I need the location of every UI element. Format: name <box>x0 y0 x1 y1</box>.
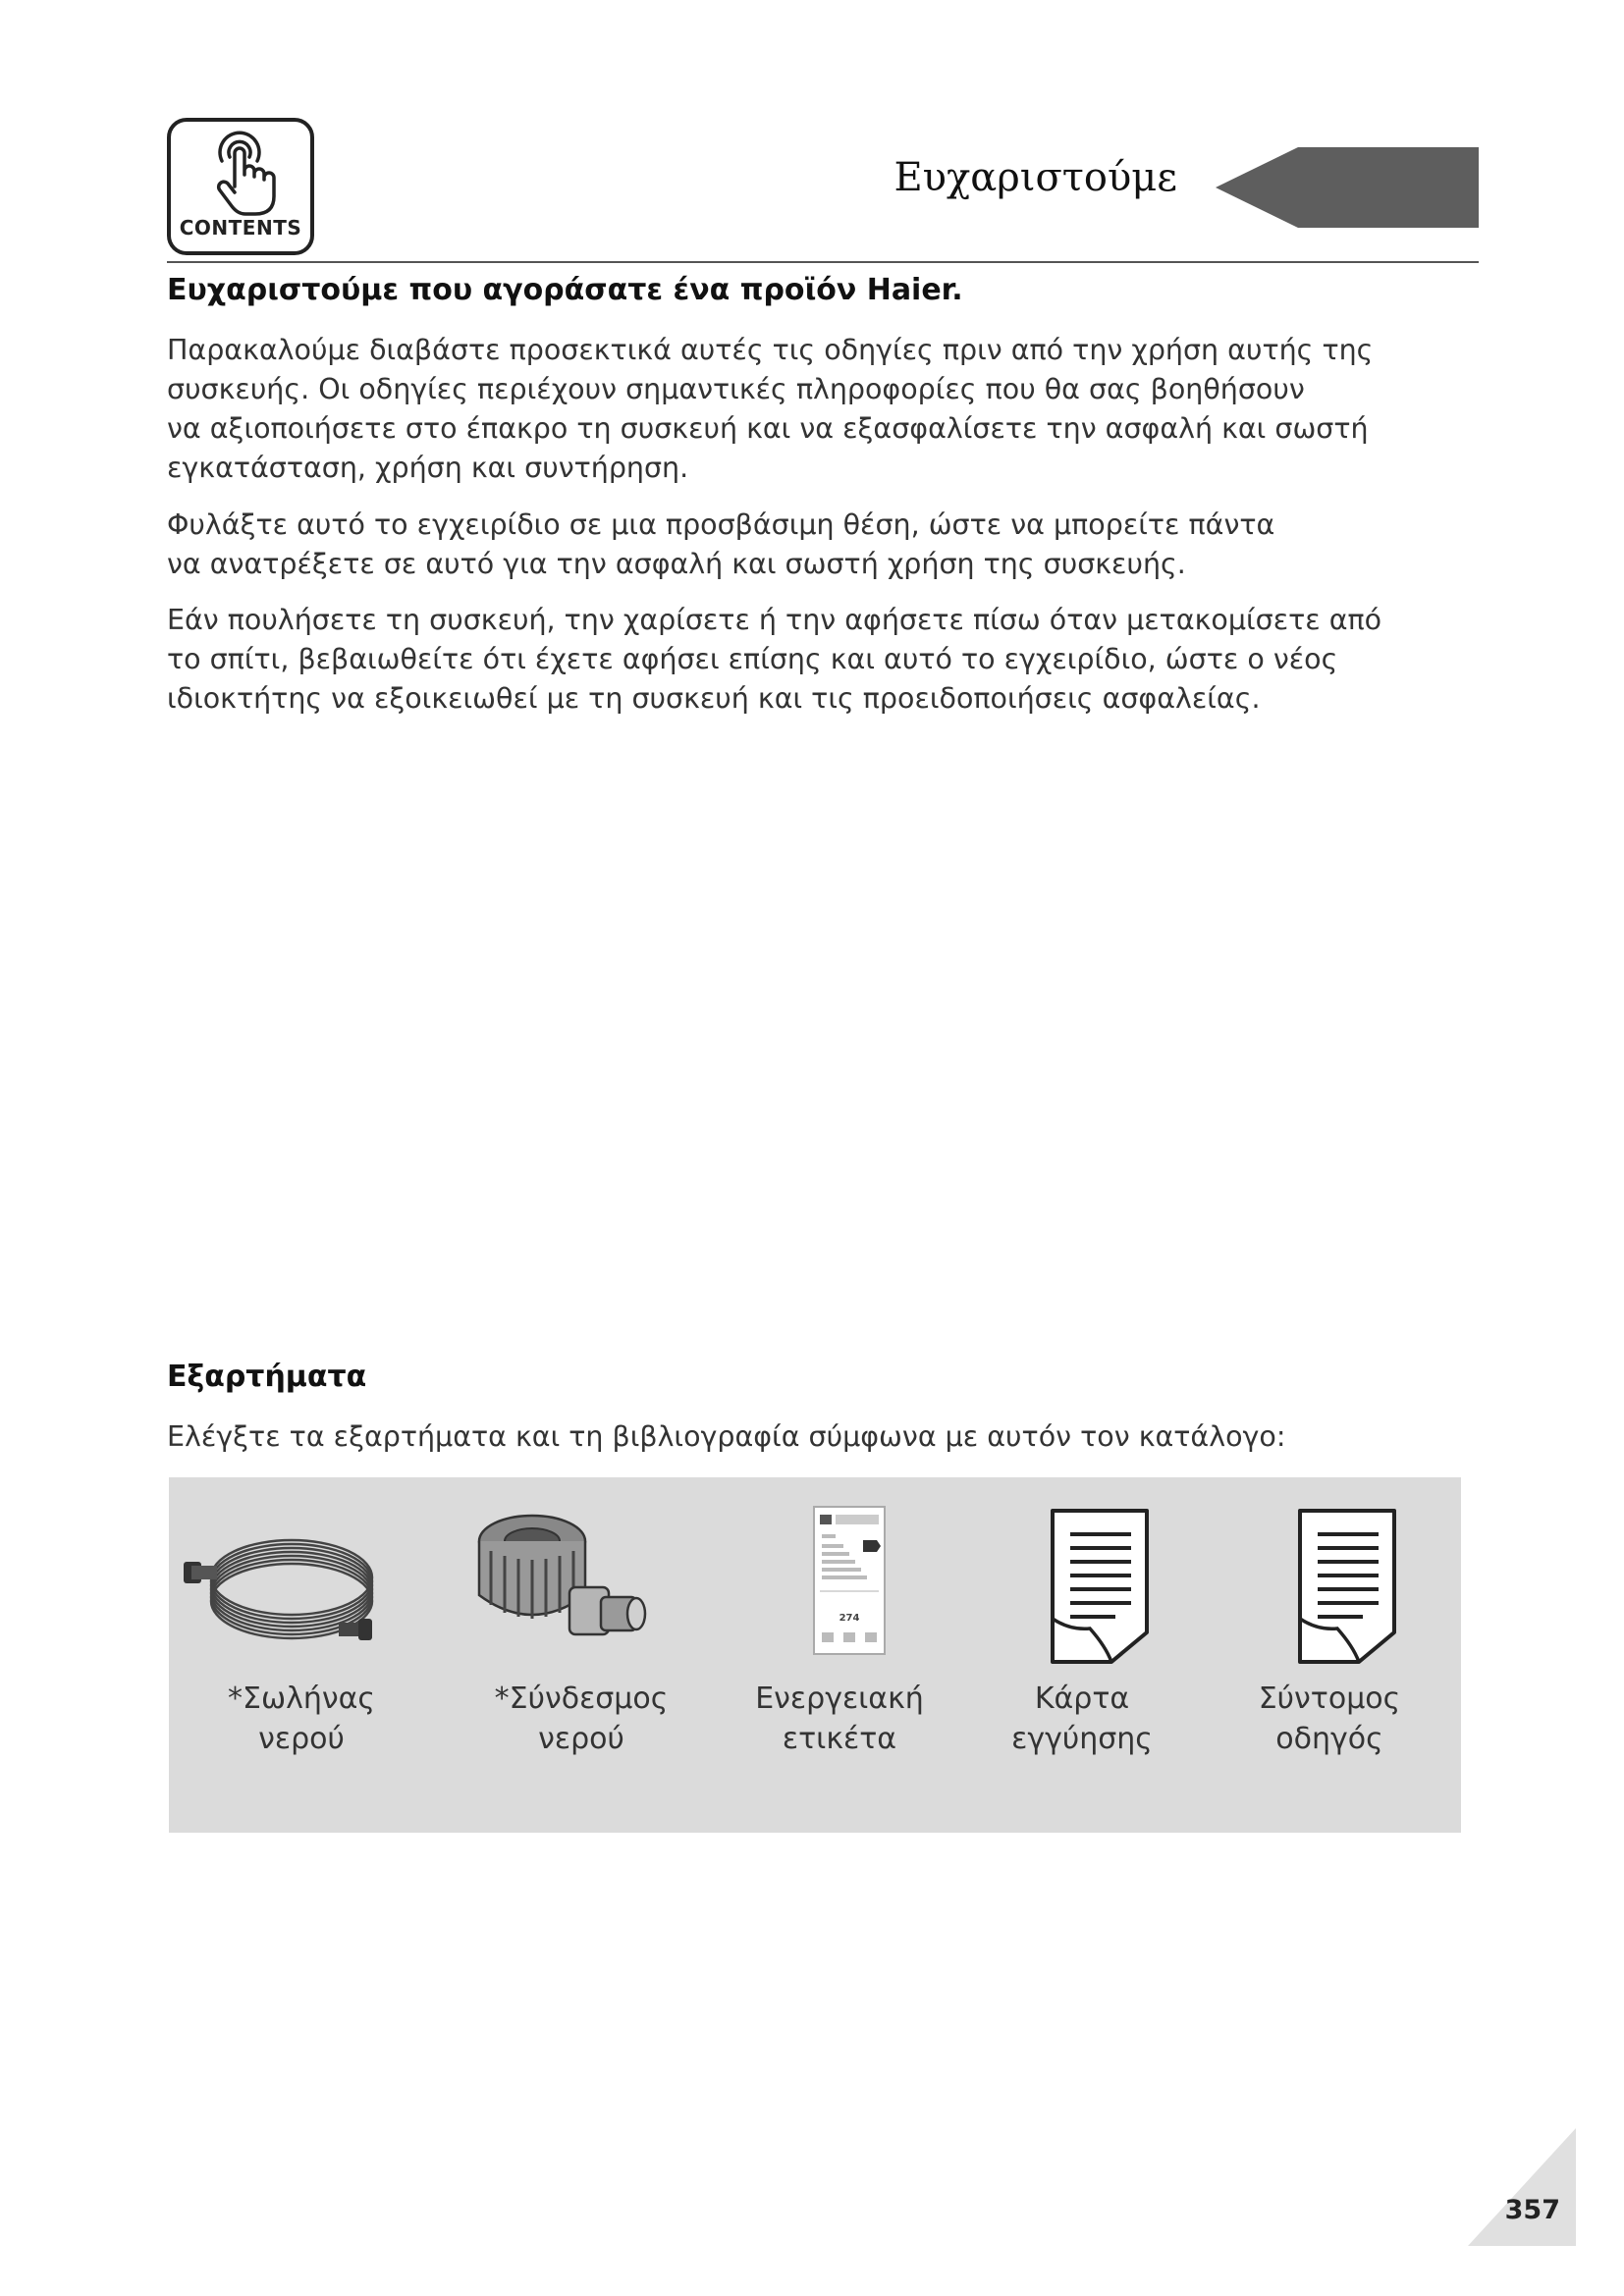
accessory-label: Κάρτα εγγύησης <box>1011 1682 1153 1756</box>
text-line: συσκευής. Οι οδηγίες περιέχουν σημαντικές πληροφορίες που θα σας βοηθήσουν <box>167 373 1305 405</box>
text-line: ιδιοκτήτης να εξοικειωθεί με τη συσκευή και τις προειδοποιήσεις ασφαλείας. <box>167 682 1261 715</box>
water-hose-icon <box>174 1497 390 1664</box>
text-line: Φυλάξτε αυτό το εγχειρίδιο σε μια προσβάσιμη θέση, ώστε να μπορείτε πάντα <box>167 508 1275 541</box>
contents-button[interactable] <box>167 118 314 255</box>
accessory-quick-guide <box>1202 1497 1457 1811</box>
accessories-panel <box>169 1477 1461 1833</box>
text-line: να ανατρέξετε σε αυτό για την ασφαλή και σωστή χρήση της συσκευής. <box>167 548 1186 580</box>
text-line: το σπίτι, βεβαιωθείτε ότι έχετε αφήσει επίσης και αυτό το εγχειρίδιο, ώστε ο νέος <box>167 643 1338 675</box>
text-line: εγκατάσταση, χρήση και συντήρηση. <box>167 452 689 484</box>
accessory-energy-label <box>712 1497 967 1811</box>
intro-paragraph-1 <box>167 331 1443 488</box>
accessories-intro <box>167 1417 1443 1457</box>
accessory-water-hose <box>174 1497 429 1811</box>
warranty-card-icon <box>954 1497 1210 1664</box>
text-line: να αξιοποιήσετε στο έπακρο τη συσκευή και να εξασφαλίσετε την ασφαλή και σωστή <box>167 412 1369 445</box>
energy-label-icon <box>712 1497 967 1664</box>
intro-paragraph-2 <box>167 506 1443 584</box>
water-connector-icon <box>454 1497 670 1664</box>
accessory-label: Ενεργειακή ετικέτα <box>755 1682 924 1756</box>
accessory-warranty-card <box>954 1497 1210 1811</box>
thank-you-heading: Ευχαριστούμε που αγοράσατε ένα προϊόν Haier. <box>167 273 963 307</box>
text-line: Εάν πουλήσετε τη συσκευή, την χαρίσετε ή την αφήσετε πίσω όταν μετακομίσετε από <box>167 604 1382 636</box>
text-line: Παρακαλούμε διαβάστε προσεκτικά αυτές τις οδηγίες πριν από την χρήση αυτής της <box>167 334 1374 366</box>
energy-label-value: 274 <box>839 1613 860 1624</box>
header-divider <box>167 261 1479 263</box>
page-number: 357 <box>1504 2195 1560 2225</box>
text-line: Ελέγξτε τα εξαρτήματα και τη βιβλιογραφία σύμφωνα με αυτόν τον κατάλογο: <box>167 1420 1286 1453</box>
page-title: Ευχαριστούμε <box>893 155 1177 200</box>
accessory-label: *Σύνδεσμος νερού <box>494 1682 669 1756</box>
accessory-label: *Σωλήνας νερού <box>228 1682 375 1756</box>
accessory-water-connector <box>454 1497 709 1811</box>
accessories-heading: Εξαρτήματα <box>167 1360 367 1394</box>
touch-hand-icon <box>206 128 283 218</box>
intro-paragraph-3 <box>167 601 1443 719</box>
quick-guide-icon <box>1202 1497 1457 1664</box>
page-corner-tab <box>1468 2128 1576 2246</box>
section-tab-marker <box>1216 147 1479 228</box>
accessory-label: Σύντομος οδηγός <box>1258 1682 1401 1756</box>
contents-label: CONTENTS <box>179 216 302 240</box>
